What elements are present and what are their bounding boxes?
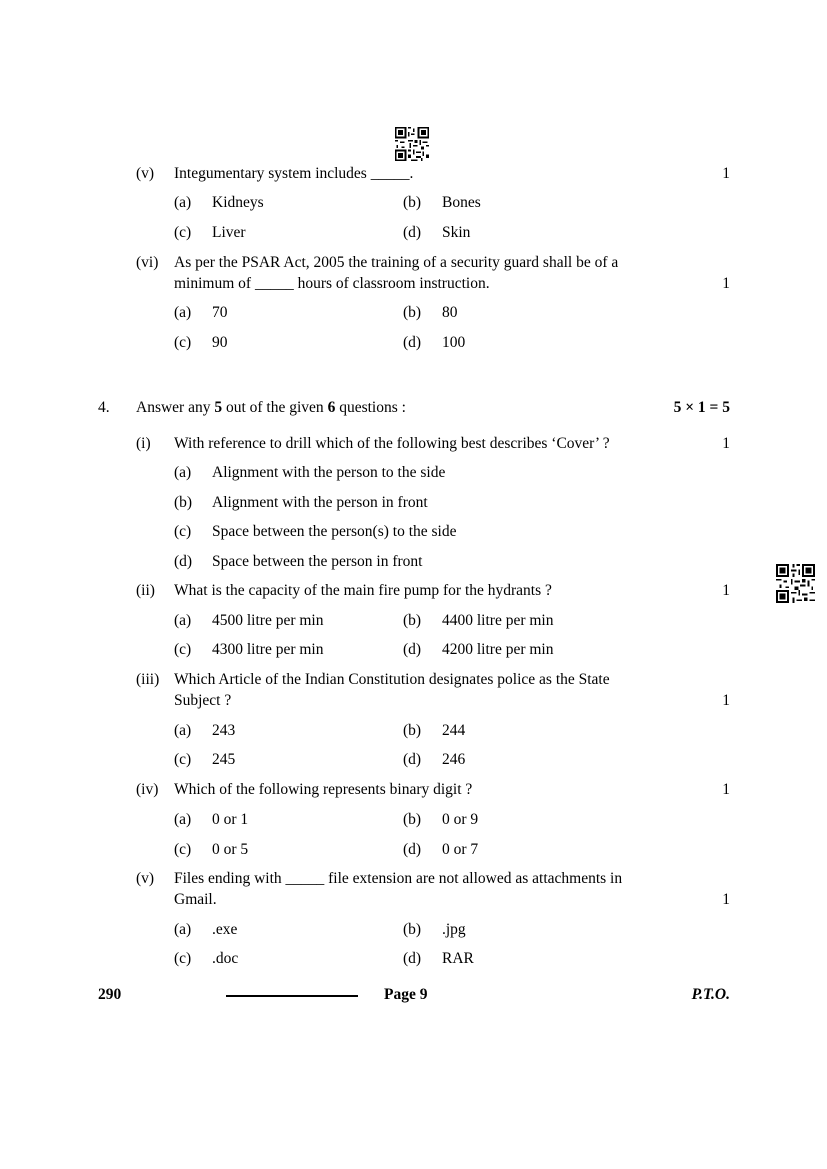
question-instruction bbox=[136, 399, 406, 417]
question-text-line2: Gmail. bbox=[174, 891, 217, 908]
option-label: (c) bbox=[174, 334, 192, 351]
question-text-line2: minimum of _____ hours of classroom instruction. bbox=[174, 275, 490, 292]
question-number: (iii) bbox=[136, 671, 160, 688]
option-label: (c) bbox=[174, 224, 192, 241]
option-text: Space between the person in front bbox=[212, 553, 423, 570]
instruction-total: 6 bbox=[327, 399, 336, 416]
question-text: With reference to drill which of the following best describes ‘Cover’ ? bbox=[174, 435, 610, 452]
option-text: 4400 litre per min bbox=[442, 612, 554, 629]
option-label: (a) bbox=[174, 722, 192, 739]
pto-label: P.T.O. bbox=[691, 986, 730, 1003]
option-label: (d) bbox=[403, 224, 422, 241]
option-label: (b) bbox=[403, 612, 422, 629]
footer-divider bbox=[226, 995, 358, 997]
option-label: (c) bbox=[174, 523, 192, 540]
option-label: (a) bbox=[174, 304, 192, 321]
option-label: (b) bbox=[403, 304, 422, 321]
option-text: 245 bbox=[212, 751, 236, 768]
question-text-line2: Subject ? bbox=[174, 692, 232, 709]
question-number: (i) bbox=[136, 435, 151, 452]
option-text: .exe bbox=[212, 921, 238, 938]
option-label: (c) bbox=[174, 950, 192, 967]
option-text: 0 or 1 bbox=[212, 811, 249, 828]
marks: 1 bbox=[722, 165, 730, 182]
option-text: Alignment with the person in front bbox=[212, 494, 428, 511]
option-label: (d) bbox=[403, 841, 422, 858]
option-label: (a) bbox=[174, 811, 192, 828]
qr-code-side-icon bbox=[776, 564, 815, 603]
qr-code-top-icon bbox=[395, 127, 429, 161]
question-text: Integumentary system includes _____. bbox=[174, 165, 414, 182]
option-text: 70 bbox=[212, 304, 228, 321]
option-label: (d) bbox=[174, 553, 193, 570]
marks: 1 bbox=[722, 582, 730, 599]
option-label: (d) bbox=[403, 334, 422, 351]
option-text: Kidneys bbox=[212, 194, 264, 211]
option-label: (b) bbox=[174, 494, 193, 511]
total-marks: 5 × 1 = 5 bbox=[673, 399, 730, 416]
option-text: .doc bbox=[212, 950, 239, 967]
option-text: 4500 litre per min bbox=[212, 612, 324, 629]
option-text: 0 or 7 bbox=[442, 841, 479, 858]
option-text: 243 bbox=[212, 722, 236, 739]
marks: 1 bbox=[722, 275, 730, 292]
option-text: RAR bbox=[442, 950, 474, 967]
option-text: .jpg bbox=[442, 921, 466, 938]
instruction-text: questions : bbox=[335, 399, 406, 416]
question-number: (v) bbox=[136, 165, 155, 182]
option-text: 4300 litre per min bbox=[212, 641, 324, 658]
option-text: Space between the person(s) to the side bbox=[212, 523, 457, 540]
option-text: 4200 litre per min bbox=[442, 641, 554, 658]
question-number: (ii) bbox=[136, 582, 155, 599]
option-text: 80 bbox=[442, 304, 458, 321]
option-label: (c) bbox=[174, 751, 192, 768]
option-text: Bones bbox=[442, 194, 481, 211]
question-text-line1: Files ending with _____ file extension are not allowed as attachments in bbox=[174, 870, 623, 887]
option-label: (b) bbox=[403, 194, 422, 211]
question-number: (iv) bbox=[136, 781, 159, 798]
option-label: (a) bbox=[174, 612, 192, 629]
marks: 1 bbox=[722, 435, 730, 452]
option-text: 244 bbox=[442, 722, 466, 739]
marks: 1 bbox=[722, 692, 730, 709]
option-label: (b) bbox=[403, 722, 422, 739]
option-label: (b) bbox=[403, 921, 422, 938]
option-text: Skin bbox=[442, 224, 471, 241]
question-text: Which of the following represents binary digit ? bbox=[174, 781, 473, 798]
instruction-text: Answer any bbox=[136, 399, 215, 416]
question-text: What is the capacity of the main fire pump for the hydrants ? bbox=[174, 582, 552, 599]
instruction-count: 5 bbox=[214, 399, 223, 416]
question-text-line1: As per the PSAR Act, 2005 the training of a security guard shall be of a bbox=[174, 254, 619, 271]
question-number: (vi) bbox=[136, 254, 159, 271]
option-text: 0 or 5 bbox=[212, 841, 249, 858]
option-text: 0 or 9 bbox=[442, 811, 479, 828]
option-text: 100 bbox=[442, 334, 466, 351]
option-text: Alignment with the person to the side bbox=[212, 464, 446, 481]
option-text: 90 bbox=[212, 334, 228, 351]
question-number: 4. bbox=[98, 399, 110, 416]
option-label: (c) bbox=[174, 841, 192, 858]
marks: 1 bbox=[722, 781, 730, 798]
option-label: (c) bbox=[174, 641, 192, 658]
question-text-line1: Which Article of the Indian Constitution designates police as the State bbox=[174, 671, 610, 688]
page-number: Page 9 bbox=[384, 986, 428, 1003]
question-number: (v) bbox=[136, 870, 155, 887]
option-label: (d) bbox=[403, 950, 422, 967]
option-label: (a) bbox=[174, 464, 192, 481]
option-text: Liver bbox=[212, 224, 246, 241]
option-text: 246 bbox=[442, 751, 466, 768]
instruction-text: out of the given bbox=[222, 399, 328, 416]
option-label: (a) bbox=[174, 194, 192, 211]
option-label: (d) bbox=[403, 751, 422, 768]
option-label: (b) bbox=[403, 811, 422, 828]
option-label: (d) bbox=[403, 641, 422, 658]
option-label: (a) bbox=[174, 921, 192, 938]
marks: 1 bbox=[722, 891, 730, 908]
paper-code: 290 bbox=[98, 986, 122, 1003]
